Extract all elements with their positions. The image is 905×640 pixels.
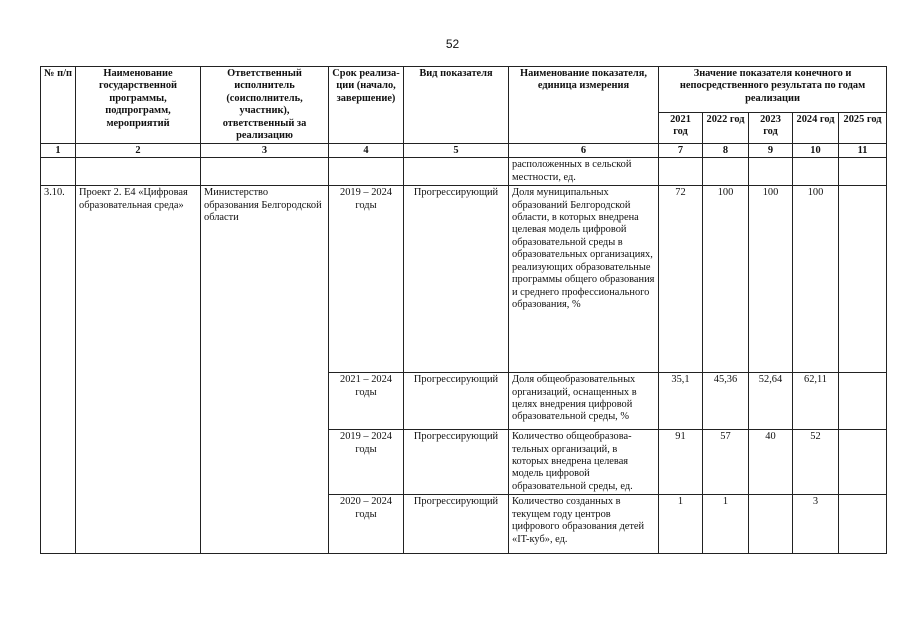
col-number: 3	[201, 144, 329, 158]
indicator-type: Прогрессирующий	[404, 495, 509, 554]
value-2021: 1	[659, 495, 703, 554]
indicator-name: Доля общеобразовательных организаций, оснащенных в целях внедрения цифровой образовательной среды, %	[509, 373, 659, 430]
value-2023: 52,64	[749, 373, 793, 430]
value-2021: 72	[659, 186, 703, 373]
value-2025	[839, 430, 887, 495]
page-number: 52	[445, 37, 460, 51]
col-number: 9	[749, 144, 793, 158]
value-2025	[839, 186, 887, 373]
header-year-2023: 2023 год	[749, 112, 793, 144]
value-2022: 57	[703, 430, 749, 495]
header-num: № п/п	[41, 67, 76, 144]
header-indicator-type: Вид показателя	[404, 67, 509, 144]
indicator-name: расположенных в сельской местности, ед.	[509, 158, 659, 186]
table-row-continuation	[41, 158, 887, 186]
col-number: 1	[41, 144, 76, 158]
project-number: 3.10.	[41, 186, 76, 554]
col-number: 4	[329, 144, 404, 158]
value-2023: 40	[749, 430, 793, 495]
value-2024: 62,11	[793, 373, 839, 430]
indicator-type: Прогрессирующий	[404, 186, 509, 373]
program-indicators-table	[40, 66, 887, 554]
column-numbers-row	[41, 144, 887, 158]
value-2022: 45,36	[703, 373, 749, 430]
value-2024: 52	[793, 430, 839, 495]
value-2025	[839, 495, 887, 554]
header-executor: Ответственный исполнитель (соисполнитель, участник), ответственный за реализацию	[201, 67, 329, 144]
col-number: 5	[404, 144, 509, 158]
header-year-2021: 2021 год	[659, 112, 703, 144]
value-2021: 35,1	[659, 373, 703, 430]
value-2024: 100	[793, 186, 839, 373]
header-year-2022: 2022 год	[703, 112, 749, 144]
project-name: Проект 2. Е4 «Цифровая образовательная среда»	[76, 186, 201, 554]
table-row	[41, 186, 887, 373]
period: 2019 – 2024 годы	[329, 186, 404, 373]
indicator-name: Доля муниципальных образований Белгородской области, в которых внедрена целевая модель цифровой образовательной среды в образовательных организациях, реализующих образовательные программы общего образования и среднего профессионального образования, %	[509, 186, 659, 373]
project-executor: Министерство образования Белгородской области	[201, 186, 329, 554]
header-period: Срок реализа-ции (начало, завершение)	[329, 67, 404, 144]
indicator-type: Прогрессирующий	[404, 373, 509, 430]
indicator-type: Прогрессирующий	[404, 430, 509, 495]
period: 2019 – 2024 годы	[329, 430, 404, 495]
header-year-2024: 2024 год	[793, 112, 839, 144]
value-2023	[749, 495, 793, 554]
col-number: 2	[76, 144, 201, 158]
col-number: 6	[509, 144, 659, 158]
col-number: 7	[659, 144, 703, 158]
value-2025	[839, 373, 887, 430]
col-number: 8	[703, 144, 749, 158]
value-2022: 1	[703, 495, 749, 554]
header-indicator-name: Наименование показателя, единица измерения	[509, 67, 659, 144]
indicator-name: Количество общеобразова-тельных организаций, в которых внедрена целевая модель цифровой образовательной среды, ед.	[509, 430, 659, 495]
value-2021: 91	[659, 430, 703, 495]
indicator-name: Количество созданных в текущем году центров цифрового образования детей «IT-куб», ед.	[509, 495, 659, 554]
header-values-group: Значение показателя конечного и непосредственного результата по годам реализации	[659, 67, 887, 113]
header-row	[41, 67, 887, 113]
col-number: 10	[793, 144, 839, 158]
col-number: 11	[839, 144, 887, 158]
value-2022: 100	[703, 186, 749, 373]
period: 2021 – 2024 годы	[329, 373, 404, 430]
value-2024: 3	[793, 495, 839, 554]
value-2023: 100	[749, 186, 793, 373]
period: 2020 – 2024 годы	[329, 495, 404, 554]
header-year-2025: 2025 год	[839, 112, 887, 144]
header-program-name: Наименование государственной программы, подпрограмм, мероприятий	[76, 67, 201, 144]
